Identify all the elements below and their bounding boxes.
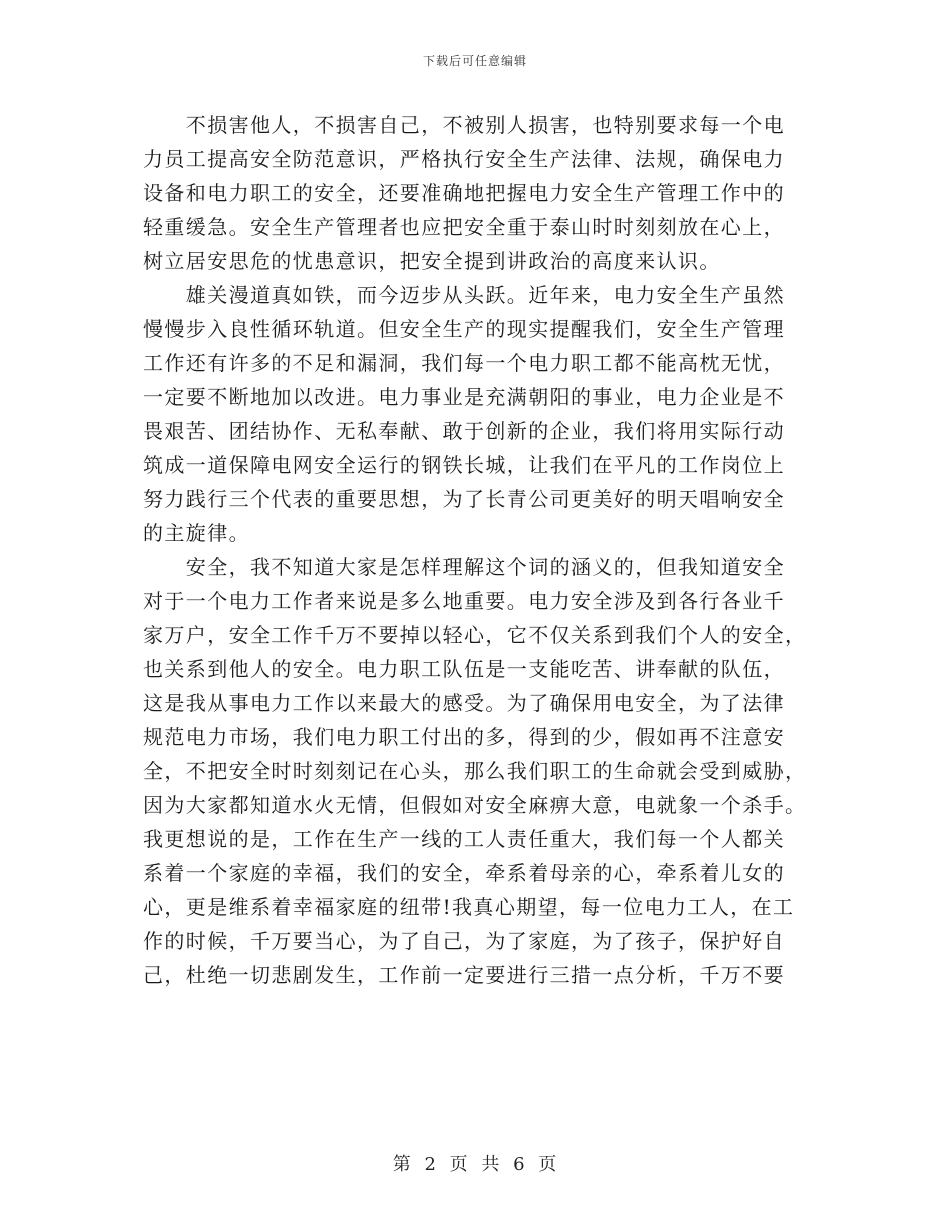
body-line: 慢慢步入良性循环轨道。但安全生产的现实提醒我们，安全生产管理 xyxy=(143,317,785,341)
footer-prefix: 第 xyxy=(392,1154,412,1175)
total-pages-number: 6 xyxy=(513,1154,526,1175)
document-body xyxy=(143,108,807,992)
body-line: 努力践行三个代表的重要思想，为了长青公司更美好的明天唱响安全 xyxy=(143,487,785,511)
body-line: 己，杜绝一切悲剧发生，工作前一定要进行三措一点分析，千万不要 xyxy=(143,963,785,987)
footer-suffix: 页 xyxy=(538,1154,558,1175)
body-line: 筑成一道保障电网安全运行的钢铁长城，让我们在平凡的工作岗位上 xyxy=(143,453,785,477)
body-line: 规范电力市场，我们电力职工付出的多，得到的少，假如再不注意安 xyxy=(143,725,785,749)
footer-page-word: 页 xyxy=(449,1154,469,1175)
current-page-number: 2 xyxy=(424,1154,437,1175)
body-line: 因为大家都知道水火无情，但假如对安全麻痹大意，电就象一个杀手。 xyxy=(143,793,807,817)
body-line: 对于一个电力工作者来说是多么地重要。电力安全涉及到各行各业千 xyxy=(143,589,785,613)
body-line: 的主旋律。 xyxy=(143,521,250,545)
header-text: 下载后可任意编辑 xyxy=(422,54,527,68)
body-line: 安全，我不知道大家是怎样理解这个词的涵义的，但我知道安全 xyxy=(143,555,785,579)
body-line: 雄关漫道真如铁，而今迈步从头跃。近年来，电力安全生产虽然 xyxy=(143,283,785,307)
body-line: 作的时候，千万要当心，为了自己，为了家庭，为了孩子，保护好自 xyxy=(143,929,785,953)
body-line: 工作还有许多的不足和漏洞，我们每一个电力职工都不能高枕无忧， xyxy=(143,351,785,375)
body-line: 设备和电力职工的安全，还要准确地把握电力安全生产管理工作中的 xyxy=(143,181,785,205)
body-line: 这是我从事电力工作以来最大的感受。为了确保用电安全，为了法律 xyxy=(143,691,785,715)
body-line: 树立居安思危的忧患意识，把安全提到讲政治的高度来认识。 xyxy=(143,249,721,273)
body-line: 力员工提高安全防范意识，严格执行安全生产法律、法规，确保电力 xyxy=(143,147,785,171)
body-line: 一定要不断地加以改进。电力事业是充满朝阳的事业，电力企业是不 xyxy=(143,385,785,409)
body-line: 我更想说的是，工作在生产一线的工人责任重大，我们每一个人都关 xyxy=(143,827,785,851)
footer-total-word: 共 xyxy=(481,1154,501,1175)
body-line: 不损害他人，不损害自己，不被别人损害，也特别要求每一个电 xyxy=(143,113,785,137)
body-line: 轻重缓急。安全生产管理者也应把安全重于泰山时时刻刻放在心上， xyxy=(143,215,785,239)
body-line: 系着一个家庭的幸福，我们的安全，牵系着母亲的心，牵系着儿女的 xyxy=(143,861,785,885)
body-line: 全，不把安全时时刻刻记在心头，那么我们职工的生命就会受到威胁， xyxy=(143,759,807,783)
page-header xyxy=(0,52,950,69)
body-line: 也关系到他人的安全。电力职工队伍是一支能吃苦、讲奉献的队伍， xyxy=(143,657,785,681)
body-line: 畏艰苦、团结协作、无私奉献、敢于创新的企业，我们将用实际行动 xyxy=(143,419,785,443)
body-line: 心，更是维系着幸福家庭的纽带!我真心期望，每一位电力工人，在工 xyxy=(143,895,795,919)
page-footer xyxy=(0,1150,950,1176)
body-line: 家万户，安全工作千万不要掉以轻心，它不仅关系到我们个人的安全， xyxy=(143,623,807,647)
